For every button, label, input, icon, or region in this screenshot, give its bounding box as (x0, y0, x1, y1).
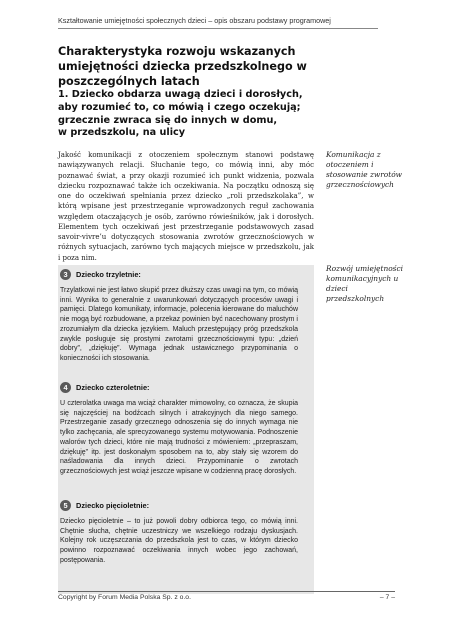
margin-note-communication: Komunikacja z otoczeniem i stosowanie zwrotów grzecznościowych (326, 150, 402, 189)
section-title: Dziecko czteroletnie: (76, 382, 150, 392)
intro-paragraph: Jakość komunikacji z otoczeniem społecznym stanowi podstawę nawiązywanych relacji. Słuchanie tego, co mówią inni, aby móc poznawać świat, a przy okazji rozumieć ich punkt widzenia, pozwala dziecku rozpoznawać także ich oczekiwania. Na początku odnoszą się one do oczekiwań spełniania przez dziecko „roli przedszkolaka”, w którą wpisane jest przestrzeganie wprowadzonych reguł zachowania względem otaczających je osób, zarówno rówieśników, jak i dorosłych. Elementem tych oczekiwań jest przestrzeganie podstawowych zasad savoir-vivre’u dotyczących stosowania zwrotów grzecznościowych w różnych sytuacjach, zarówno tych mających miejsce w przedszkolu, jak i poza nim. (58, 151, 314, 262)
section-subtitle: 1. Dziecko obdarza uwagą dzieci i dorosłych, aby rozumieć to, co mówią i czego oczekują; grzecznie zwraca się do innych w domu, w przedszkolu, na ulicy (58, 89, 303, 139)
copyright-text: Copyright by Forum Media Polska Sp. z o.o. (58, 594, 191, 601)
section-age-5 (58, 499, 298, 566)
section-age-3 (58, 268, 298, 364)
section-title: Dziecko pięcioletnie: (76, 500, 150, 510)
section-body: Dziecko pięcioletnie – to już powoli dobry odbiorca tego, co mówią inni. Chętnie słucha, chętnie uczestniczy we wszelkiego rodzaju dyskusjach. Kolejny rok uczęszczania do przedszkola jest to czas, w którym dziecko powinno rozpoznawać oczekiwania innych wobec jego zachowań, postępowania. (60, 518, 298, 564)
page-title: Charakterystyka rozwoju wskazanych umiejętności dziecka przedszkolnego w poszczególnych latach (58, 45, 307, 88)
margin-note-development: Rozwój umiejętności komunikacyjnych u dzieci przedszkolnych (326, 264, 403, 303)
section-body: Trzylatkowi nie jest łatwo skupić przez dłuższy czas uwagi na tym, co mówią inni. Wynika to generalnie z uwarunkowań dotyczących procesów uwagi i pamięci. Dlatego komunikaty, informacje, polecenia kierowane do maluchów nie mogą być rozbudowane, a przekaz powinien być nacechowany prostym i zrozumiałym dla dziecka językiem. Maluch przestępujący próg przedszkola zwykle posługuje się prostymi zwrotami grzecznościowymi typu: „dzień dobry”, „dziękuję”. Wymaga jednak ustawicznego przypominania o konieczności ich stosowania. (60, 287, 298, 362)
page-footer (58, 591, 395, 601)
section-title: Dziecko trzyletnie: (76, 269, 141, 279)
number-badge-5: 5 (60, 500, 71, 511)
section-body: U czterolatka uwaga ma wciąż charakter mimowolny, co oznacza, że skupia się najczęściej na bodźcach silnych i atrakcyjnych dla niego samego. Przestrzeganie zasady grzecznego odnoszenia się do innych wymaga nie tylko zachęcania, ale sprecyzowanego systemu motywowania. Podnoszenie walorów tych dzieci, które nie mają trudności z mówieniem: „przepraszam, dziękuję” itp. jest doskonałym sposobem na to, aby stały się wzorem do naśladowania dla innych dzieci. Przypominanie o zwrotach grzecznościowych jest wciąż jeszcze wpisane w codzienną pracę dorosłych. (60, 400, 298, 475)
number-badge-4: 4 (60, 382, 71, 393)
page-number: – 7 – (379, 594, 395, 601)
running-header: Kształtowanie umiejętności społecznych dzieci – opis obszaru podstawy programowej (58, 16, 378, 29)
section-age-4 (58, 381, 298, 477)
number-badge-3: 3 (60, 269, 71, 280)
